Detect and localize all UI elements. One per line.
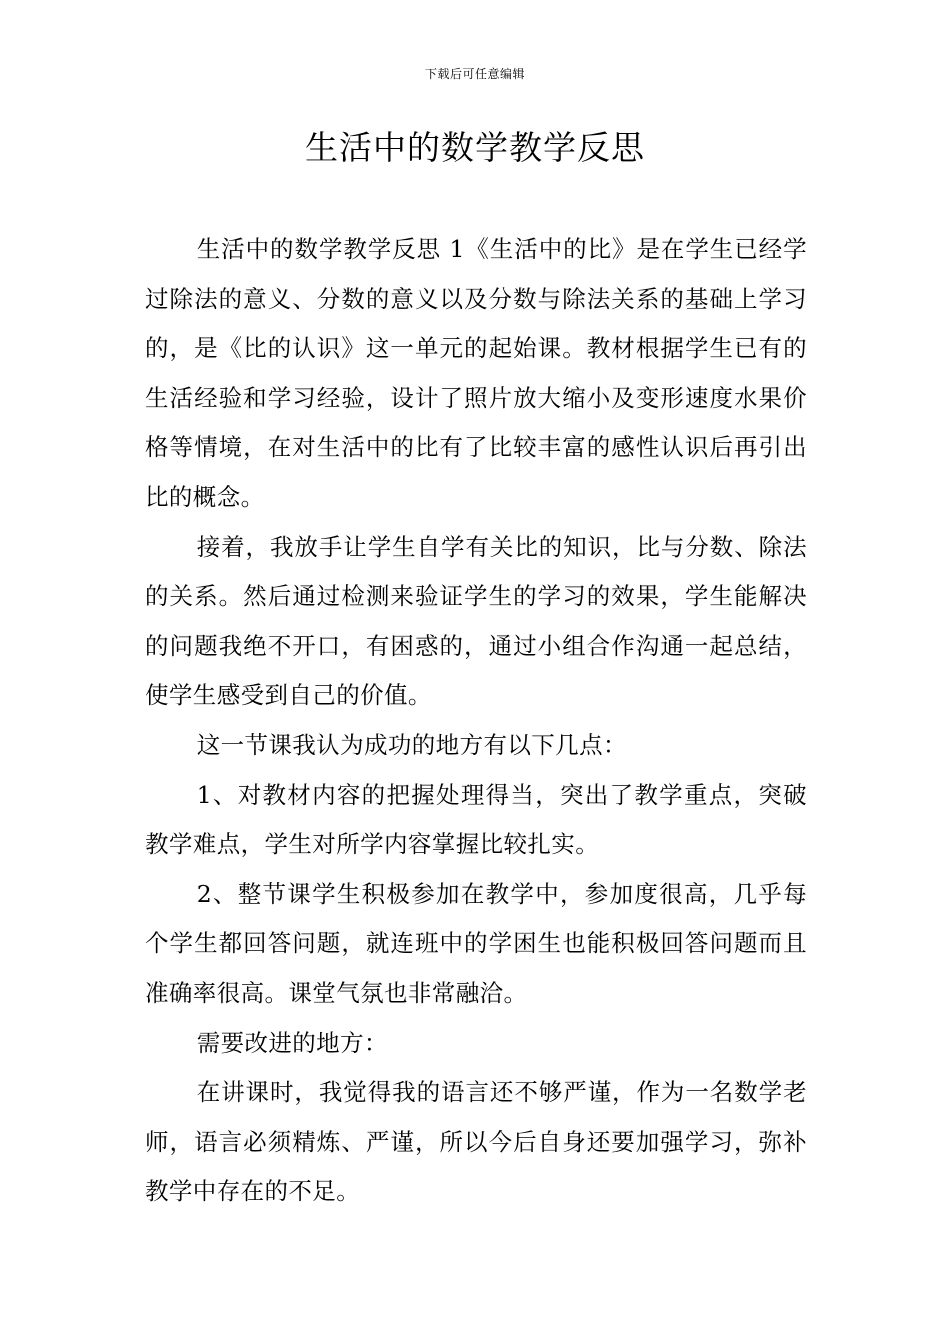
paragraph-improve-heading: 需要改进的地方：	[196, 1028, 388, 1057]
paragraph-self-study: 接着，我放手让学生自学有关比的知识，比与分数、除法的关系。然后通过检测来验证学生的学习的效果，学生能解决的问题我绝不开口，有困惑的，通过小组合作沟通一起总结，使学生感受到自己的价值。	[145, 532, 807, 710]
paragraph-intro: 生活中的数学教学反思 1《生活中的比》是在学生已经学过除法的意义、分数的意义以及分数与除法关系的基础上学习的，是《比的认识》这一单元的起始课。教材根据学生已有的生活经验和学习经验，设计了照片放大缩小及变形速度水果价格等情境，在对生活中的比有了比较丰富的感性认识后再引出比的概念。	[145, 235, 807, 511]
header-note: 下载后可任意编辑	[424, 67, 525, 81]
paragraph-improve-detail: 在讲课时，我觉得我的语言还不够严谨，作为一名数学老师，语言必须精炼、严谨，所以今后自身还要加强学习，弥补教学中存在的不足。	[145, 1078, 807, 1206]
paragraph-point-1: 1、对教材内容的把握处理得当，突出了教学重点，突破教学难点，学生对所学内容掌握比较扎实。	[145, 780, 807, 859]
document-body	[145, 225, 807, 1217]
paragraph-point-2: 2、整节课学生积极参加在教学中，参加度很高，几乎每个学生都回答问题，就连班中的学困生也能积极回答问题而且准确率很高。课堂气氛也非常融洽。	[145, 879, 807, 1007]
paragraph-success-heading: 这一节课我认为成功的地方有以下几点：	[196, 730, 627, 759]
document-title: 生活中的数学教学反思	[305, 128, 645, 167]
